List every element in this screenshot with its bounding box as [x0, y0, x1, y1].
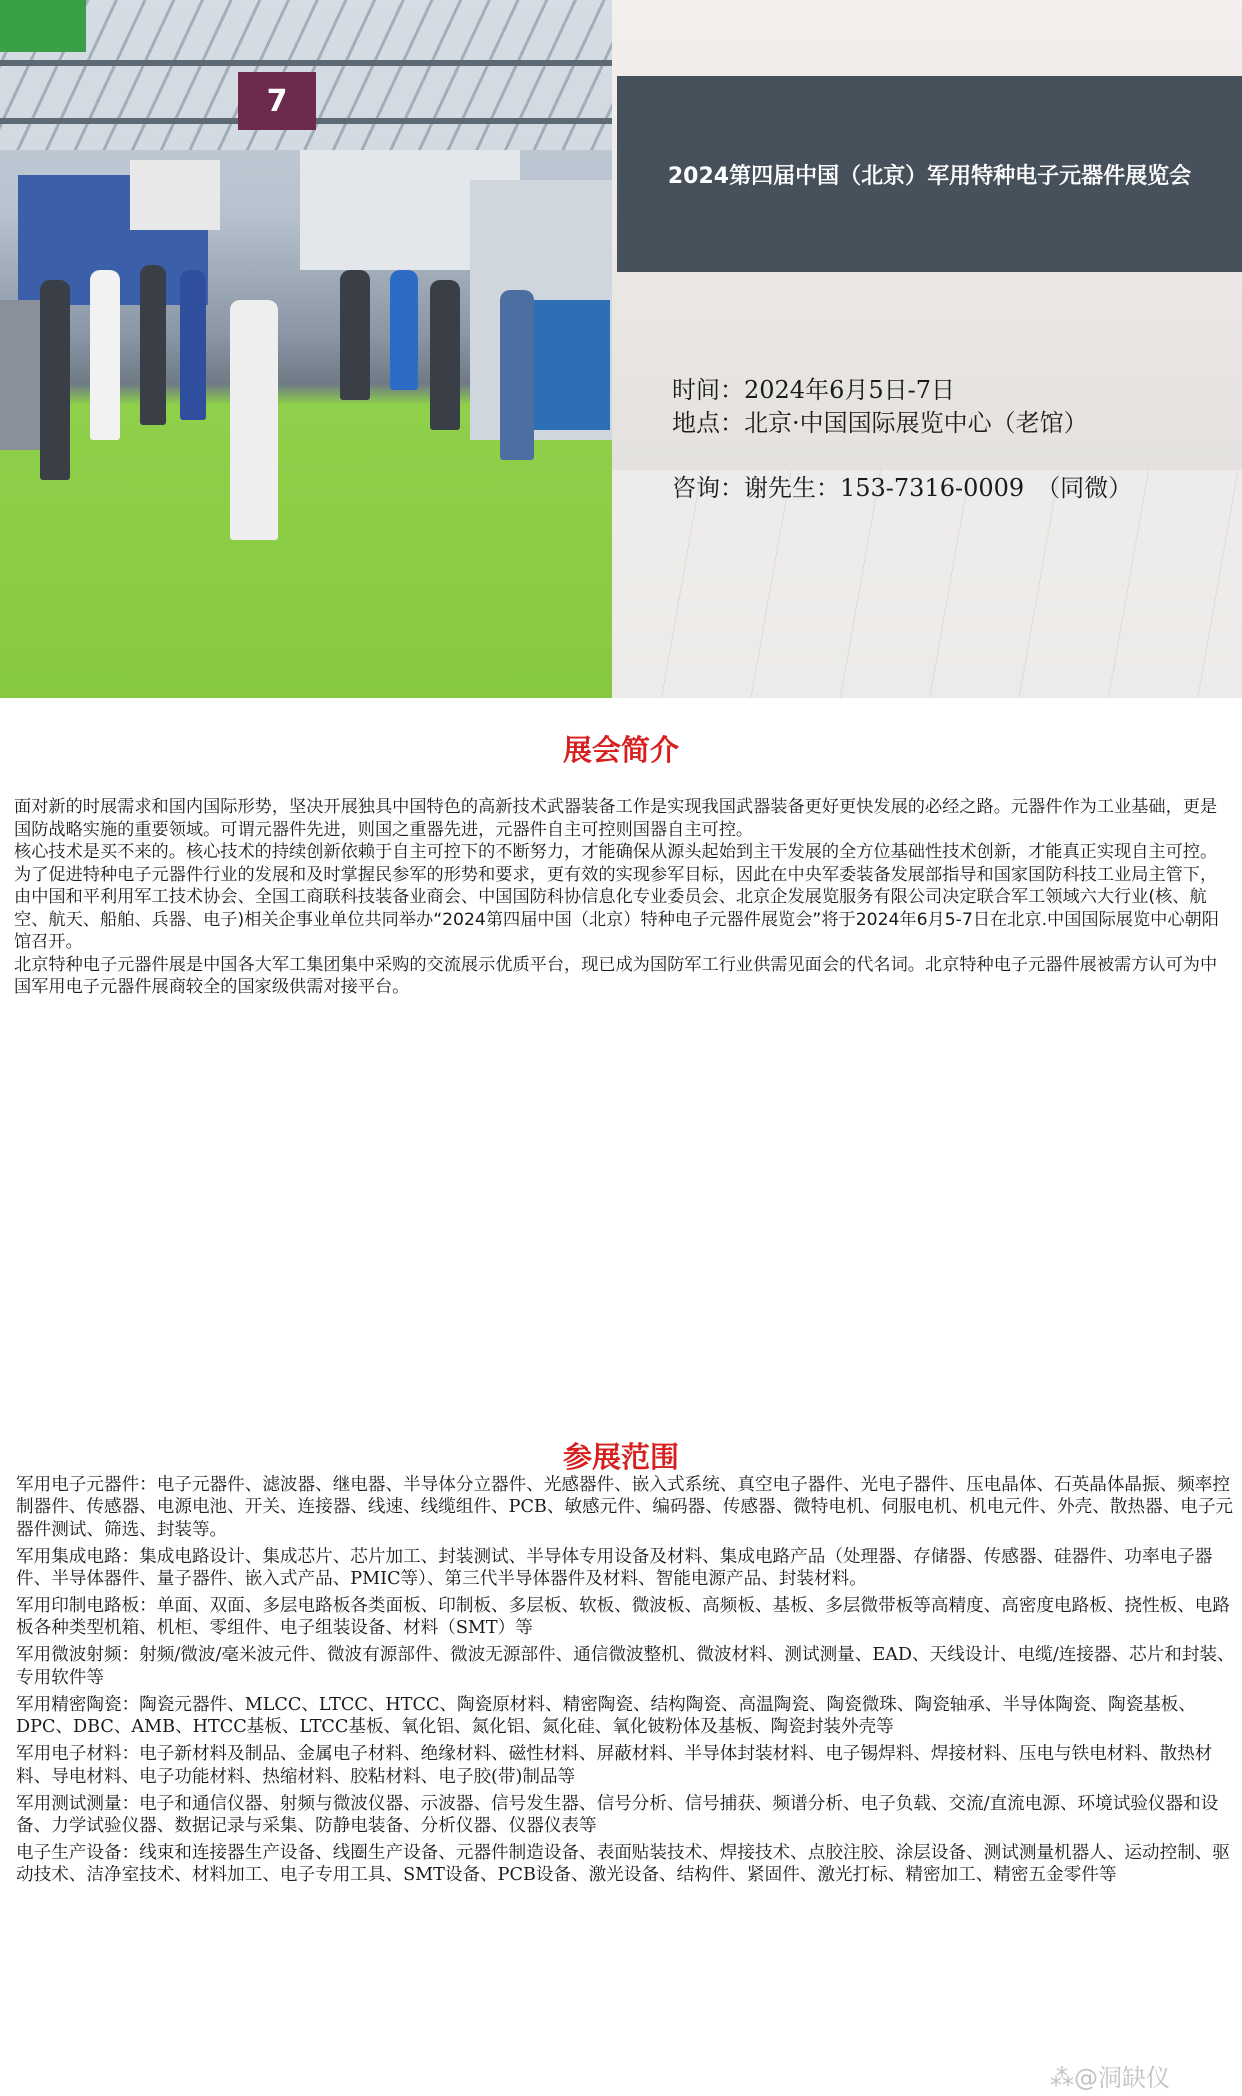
scope-item: 军用微波射频：射频/微波/毫米波元件、微波有源部件、微波无源部件、通信微波整机、微波材料、测试测量、EAD、天线设计、电缆/连接器、芯片和封装、专用软件等 [16, 1645, 1235, 1688]
visitor [500, 290, 534, 460]
visitor [230, 300, 278, 540]
event-contact: 咨询：谢先生：153-7316-0009 （同微） [672, 474, 1133, 502]
visitor [430, 280, 460, 430]
exhibition-title: 2024第四届中国（北京）军用特种电子元器件展览会 [667, 163, 1192, 189]
scope-item: 军用印制电路板：单面、双面、多层电路板各类面板、印制板、多层板、软板、微波板、高频板、基板、多层微带板等高精度、高密度电路板、挠性板、电路板各种类型机箱、机柜、零组件、电子组装设备、材料（SMT）等 [16, 1596, 1230, 1639]
event-location: 地点：北京·中国国际展览中心（老馆） [672, 409, 1088, 437]
watermark: ⁂@洞缺仪 [1050, 2064, 1170, 2092]
visitor [90, 270, 120, 440]
intro-heading: 展会简介 [562, 733, 679, 767]
scope-item: 军用电子材料：电子新材料及制品、金属电子材料、绝缘材料、磁性材料、屏蔽材料、半导体封装材料、电子锡焊料、焊接材料、压电与铁电材料、散热材料、导电材料、电子功能材料、热缩材料、胶粘材料、电子胶(带)制品等 [16, 1744, 1213, 1787]
event-time: 时间：2024年6月5日-7日 [672, 376, 955, 404]
intro-paragraph: 面对新的时展需求和国内国际形势，坚决开展独具中国特色的高新技术武器装备工作是实现我国武器装备更好更快发展的必经之路。元器件作为工业基础，更是国防战略实施的重要领域。可谓元器件先进，则国之重器先进，元器件自主可控则国器自主可控。 [14, 797, 1218, 840]
green-banner [0, 0, 86, 52]
scope-item: 军用精密陶瓷：陶瓷元器件、MLCC、LTCC、HTCC、陶瓷原材料、精密陶瓷、结构陶瓷、高温陶瓷、陶瓷微珠、陶瓷轴承、半导体陶瓷、陶瓷基板、DPC、DBC、AMB、HTCC基板、LTCC基板、氧化铝、氮化铝、氮化硅、氧化铍粉体及基板、陶瓷封装外壳等 [16, 1694, 1196, 1738]
roof-beam [0, 60, 612, 66]
intro-paragraph: 为了促进特种电子元器件行业的发展和及时掌握民参军的形势和要求，更有效的实现参军目标，因此在中央军委装备发展部指导和国家国防科技工业局主管下，由中国和平利用军工技术协会、全国工商联科技装备业商会、中国国防科协信息化专业委员会、北京企发展览服务有限公司决定联合军工领域六大行业(核、航空、航天、船舶、兵器、电子)相关企事业单位共同举办“2024第四届中国（北京）特种电子元器件展览会”将于2024年6月5-7日在北京.中国国际展览中心朝阳馆召开。 [14, 864, 1219, 952]
hall-sign: 7 [238, 72, 316, 130]
title-banner [617, 76, 1242, 272]
visitor [140, 265, 166, 425]
intro-paragraph: 北京特种电子元器件展是中国各大军工集团集中采购的交流展示优质平台，现已成为国防军工行业供需见面会的代名词。北京特种电子元器件展被需方认可为中国军用电子元器件展商较全的国家级供需对接平台。 [14, 954, 1218, 997]
hero-section [0, 0, 1242, 698]
booth [130, 160, 220, 230]
intro-body [14, 796, 1229, 999]
exhibition-hall-photo [0, 0, 612, 698]
scope-item: 电子生产设备：线束和连接器生产设备、线圈生产设备、元器件制造设备、表面贴装技术、焊接技术、点胶注胶、涂层设备、测试测量机器人、运动控制、驱动技术、洁净室技术、材料加工、电子专用工具、SMT设备、PCB设备、激光设备、结构件、紧固件、激光打标、精密加工、精密五金零件等 [16, 1843, 1230, 1886]
intro-paragraph: 核心技术是买不来的。核心技术的持续创新依赖于自主可控下的不断努力，才能确保从源头起始到主干发展的全方位基础性技术创新，才能真正实现自主可控。 [14, 842, 1218, 862]
visitor [180, 270, 206, 420]
visitor [390, 270, 418, 390]
wood-floor [612, 470, 1242, 698]
scope-item: 军用集成电路：集成电路设计、集成芯片、芯片加工、封装测试、半导体专用设备及材料、集成电路产品（处理器、存储器、传感器、硅器件、功率电子器件、半导体器件、量子器件、嵌入式产品、PMIC等）、第三代半导体器件及材料、智能电源产品、封装材料。 [16, 1546, 1213, 1589]
visitor [40, 280, 70, 480]
scope-list [16, 1474, 1242, 1891]
scope-item: 军用测试测量：电子和通信仪器、射频与微波仪器、示波器、信号发生器、信号分析、信号捕获、频谱分析、电子负载、交流/直流电源、环境试验仪器和设备、力学试验仪器、数据记录与采集、防静电装备、分析仪器、仪器仪表等 [16, 1793, 1219, 1836]
scope-item: 军用电子元器件：电子元器件、滤波器、继电器、半导体分立器件、光感器件、嵌入式系统、真空电子器件、光电子器件、压电晶体、石英晶体晶振、频率控制器件、传感器、电源电池、开关、连接器、线速、线缆组件、PCB、敏感元件、编码器、传感器、微特电机、伺服电机、机电元件、外壳、散热器、电子元器件测试、筛选、封装等。 [16, 1475, 1234, 1540]
visitor [340, 270, 370, 400]
scope-heading: 参展范围 [562, 1440, 679, 1474]
